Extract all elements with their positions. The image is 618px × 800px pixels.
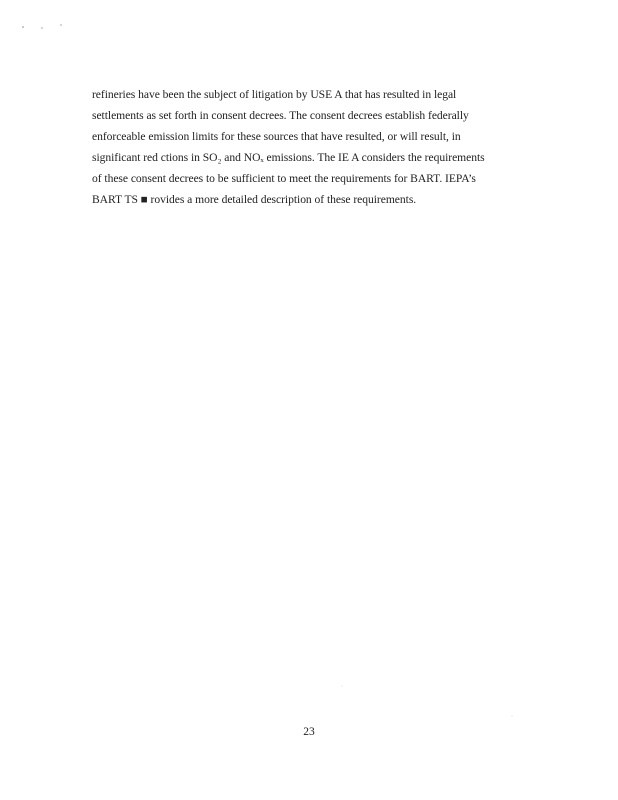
paragraph-line: of these consent decrees to be sufficient to meet the requirements for BART. IEPA’s	[92, 172, 476, 185]
scan-speck	[60, 24, 61, 25]
paragraph-line: BART TS ■ rovides a more detailed description of these requirements.	[92, 193, 417, 206]
paragraph-line: refineries have been the subject of litigation by USE A that has resulted in legal	[92, 88, 457, 101]
scan-speck	[41, 27, 42, 28]
scan-speck	[22, 26, 24, 28]
paragraph-line: settlements as set forth in consent decrees. The consent decrees establish federally	[92, 109, 469, 122]
body-paragraph	[92, 84, 512, 210]
scan-speck	[342, 686, 343, 687]
scan-speck	[512, 716, 513, 717]
page-number: 23	[303, 726, 315, 738]
paragraph-line: enforceable emission limits for these sources that have resulted, or will result, in	[92, 130, 461, 143]
paragraph-line: significant red ctions in SO₂ and NOₓ emissions. The IE A considers the requirements	[92, 151, 485, 164]
